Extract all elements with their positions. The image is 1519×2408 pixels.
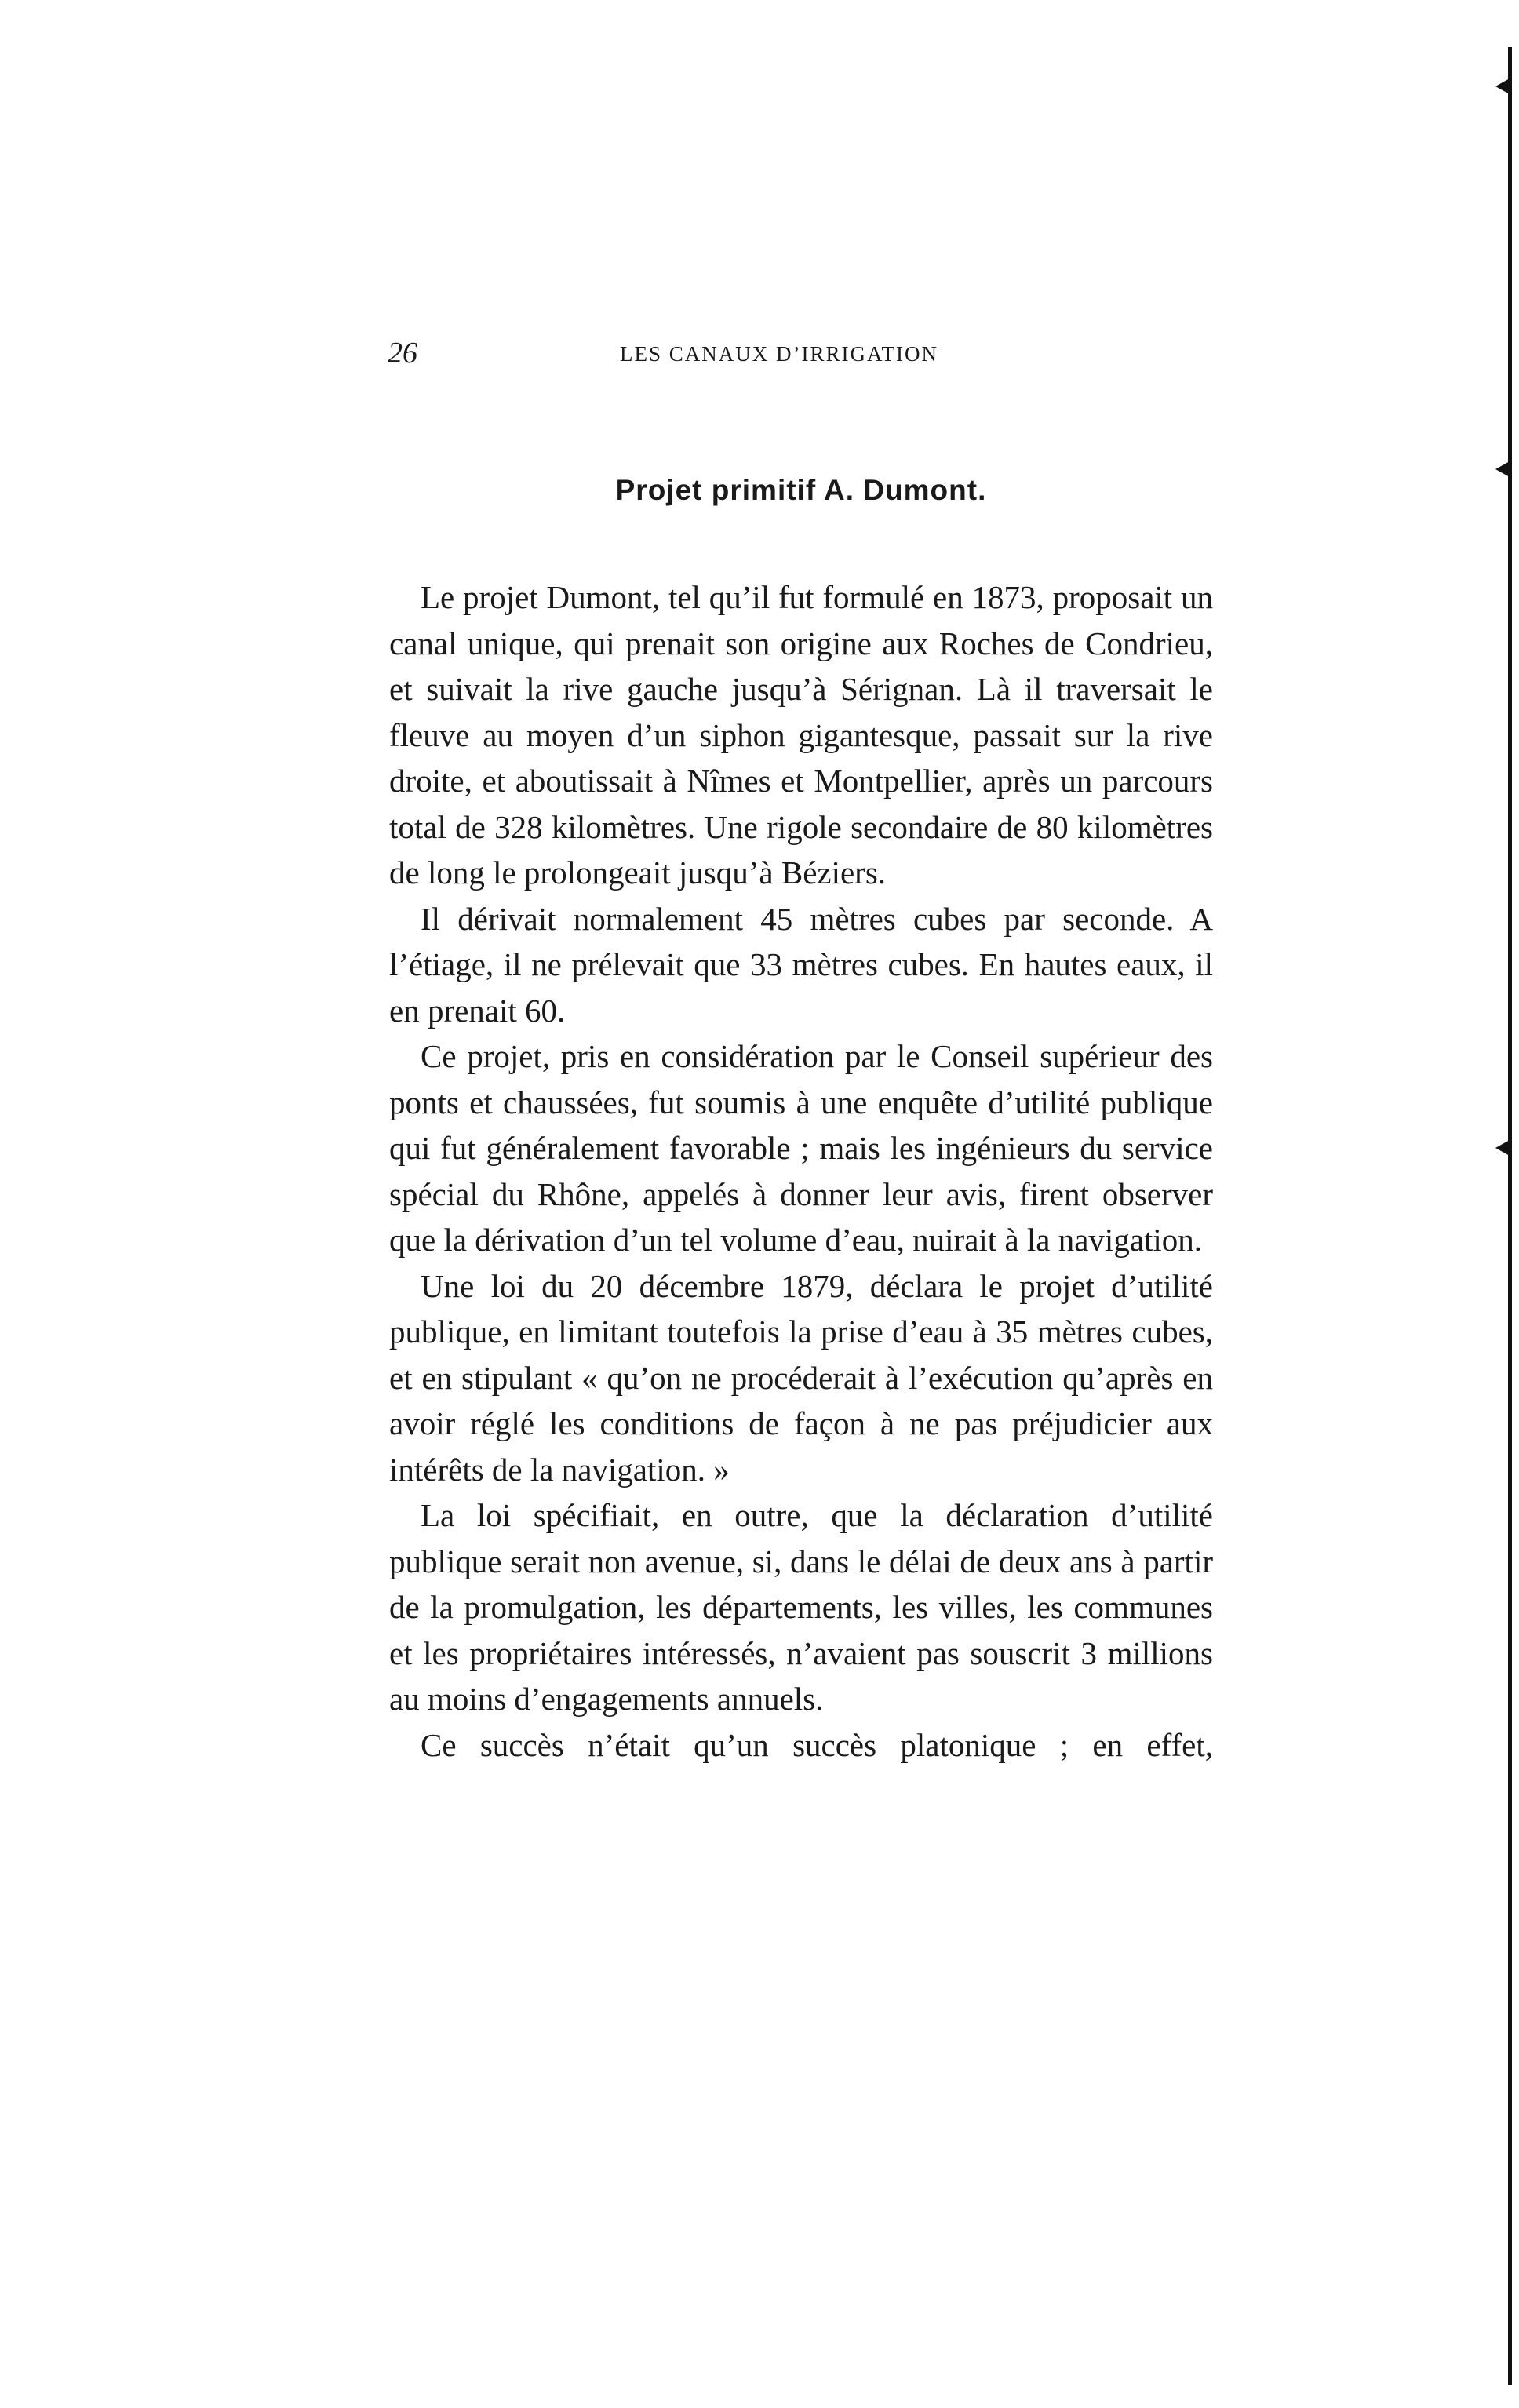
section-heading: Projet primitif A. Dumont. [615, 474, 987, 506]
scan-edge-notch [1495, 1140, 1510, 1156]
page-number: 26 [388, 337, 417, 370]
running-title: LES CANAUX D’IRRIGATION [620, 342, 938, 366]
paragraph: Une loi du 20 décembre 1879, déclara le projet d’utilité publique, en limitant toutefois la prise d’eau à 35 mètres cubes, et en stipulant « qu’on ne procéderait à l’exécution qu’après en avoir réglé les conditions de façon à ne pas préjudicier aux intérêts de la navigation. » [389, 1267, 1213, 1488]
scan-edge [1508, 47, 1512, 2385]
scan-edge-notch [1495, 461, 1510, 477]
paragraph: Il dérivait normalement 45 mètres cubes par seconde. A l’étiage, il ne prélevait que 33 mètres cubes. En hautes eaux, il en prenait 60. [389, 900, 1213, 1029]
paragraph: Ce succès n’était qu’un succès platonique ; en effet, [421, 1726, 1213, 1763]
page-header [388, 336, 984, 375]
paragraph: Ce projet, pris en considération par le Conseil supérieur des ponts et chaussées, fut soumis à une enquête d’utilité publique qui fut généralement favorable ; mais les ingénieurs du service spécial du Rhône, appelés à donner leur avis, firent observer que la dérivation d’un tel volume d’eau, nuirait à la navigation. [389, 1038, 1213, 1258]
scan-edge-notch [1495, 78, 1510, 94]
body-text [389, 574, 1213, 1768]
paragraph: Le projet Dumont, tel qu’il fut formulé en 1873, proposait un canal unique, qui prenait son origine aux Roches de Condrieu, et suivait la rive gauche jusqu’à Sérignan. Là il traversait le fleuve au moyen d’un siphon gigantesque, passait sur la rive droite, et aboutissait à Nîmes et Montpellier, après un parcours total de 328 kilomètres. Une rigole secondaire de 80 kilomètres de long le prolongeait jusqu’à Béziers. [389, 579, 1213, 891]
paragraph: La loi spécifiait, en outre, que la déclaration d’utilité publique serait non avenue, si, dans le délai de deux ans à partir de la promulgation, les départements, les villes, les communes et les propriétaires intéressés, n’avaient pas souscrit 3 millions au moins d’engagements annuels. [389, 1497, 1213, 1717]
